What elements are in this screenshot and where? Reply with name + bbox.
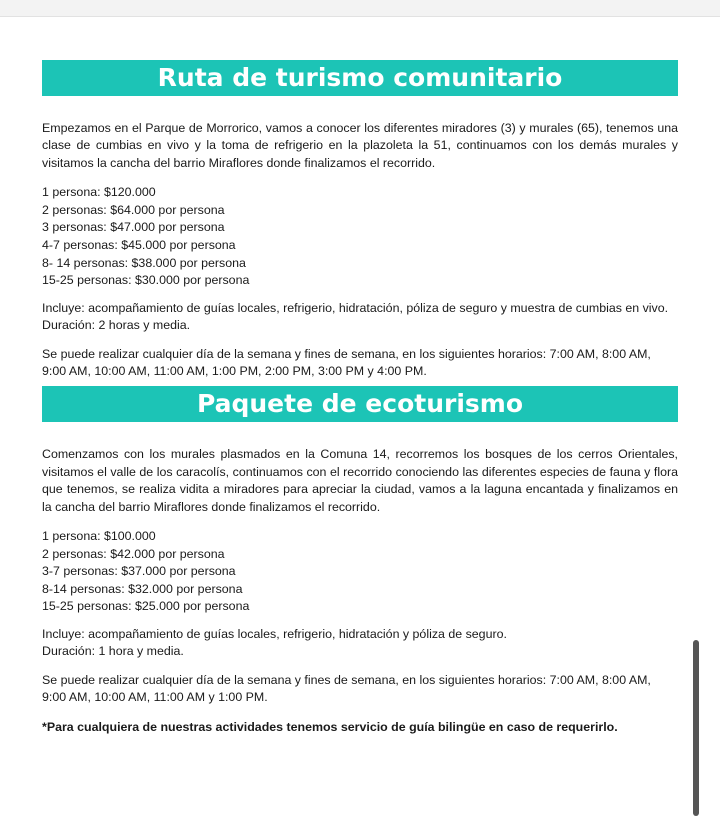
section-intro-ecoturismo: Comenzamos con los murales plasmados en la Comuna 14, recorremos los bosques de los cerros Orientales, visitamos el valle de los caracolís, continuamos con el recorrido conociendo las diferentes especies de fauna y flora que tenemos, se realiza vidita a miradores para apreciar la ciudad, vamos a la laguna encantada y finalizamos en la cancha del barrio Miraflores donde finalizamos el recorrido. [42, 447, 678, 514]
price-item: 15-25 personas: $25.000 por persona [42, 599, 250, 614]
price-list-ecoturismo [42, 528, 678, 616]
price-item: 1 persona: $120.000 [42, 185, 156, 200]
price-item: 4-7 personas: $45.000 por persona [42, 238, 236, 252]
duration-ruta: Duración: 2 horas y media. [42, 318, 191, 333]
price-item: 15-25 personas: $30.000 por persona [42, 273, 250, 288]
price-item: 2 personas: $64.000 por persona [42, 202, 225, 217]
price-item: 8- 14 personas: $38.000 por persona [42, 255, 246, 270]
price-item: 2 personas: $42.000 por persona [42, 546, 225, 561]
schedule-ruta: Se puede realizar cualquier día de la semana y fines de semana, en los siguientes horarios: 7:00 AM, 8:00 AM, 9:00 AM, 10:00 AM, 11:00 AM, 1:00 PM, 2:00 PM, 3:00 PM y 4:00 PM. [42, 346, 651, 378]
bilingual-guide-note: *Para cualquiera de nuestras actividades tenemos servicio de guía bilingüe en caso de requerirlo. [42, 719, 618, 734]
includes-ruta: Incluye: acompañamiento de guías locales, refrigerio, hidratación, póliza de seguro y muestra de cumbias en vivo. [42, 300, 669, 315]
price-item: 8-14 personas: $32.000 por persona [42, 581, 243, 596]
section-intro-ruta: Empezamos en el Parque de Morrorico, vamos a conocer los diferentes miradores (3) y murales (65), tenemos una clase de cumbias en vivo y la toma de refrigerio en la plazoleta la 51, continuamos con los demás murales y visitamos la cancha del barrio Miraflores donde finalizamos el recorrido. [42, 121, 678, 170]
price-item: 3 personas: $47.000 por persona [42, 220, 225, 235]
document-page [42, 60, 678, 736]
top-toolbar [0, 0, 720, 17]
price-item: 3-7 personas: $37.000 por persona [42, 564, 236, 579]
vertical-scrollbar[interactable] [693, 640, 699, 816]
section-title-ruta: Ruta de turismo comunitario [42, 60, 678, 96]
schedule-ecoturismo: Se puede realizar cualquier día de la semana y fines de semana, en los siguientes horarios: 7:00 AM, 8:00 AM, 9:00 AM, 10:00 AM, 11:00 AM y 1:00 PM. [42, 672, 651, 705]
price-item: 1 persona: $100.000 [42, 529, 156, 544]
price-list-ruta [42, 184, 678, 290]
duration-ecoturismo: Duración: 1 hora y media. [42, 644, 184, 659]
section-title-ecoturismo: Paquete de ecoturismo [42, 386, 678, 422]
includes-ecoturismo: Incluye: acompañamiento de guías locales, refrigerio, hidratación y póliza de seguro. [42, 627, 507, 641]
